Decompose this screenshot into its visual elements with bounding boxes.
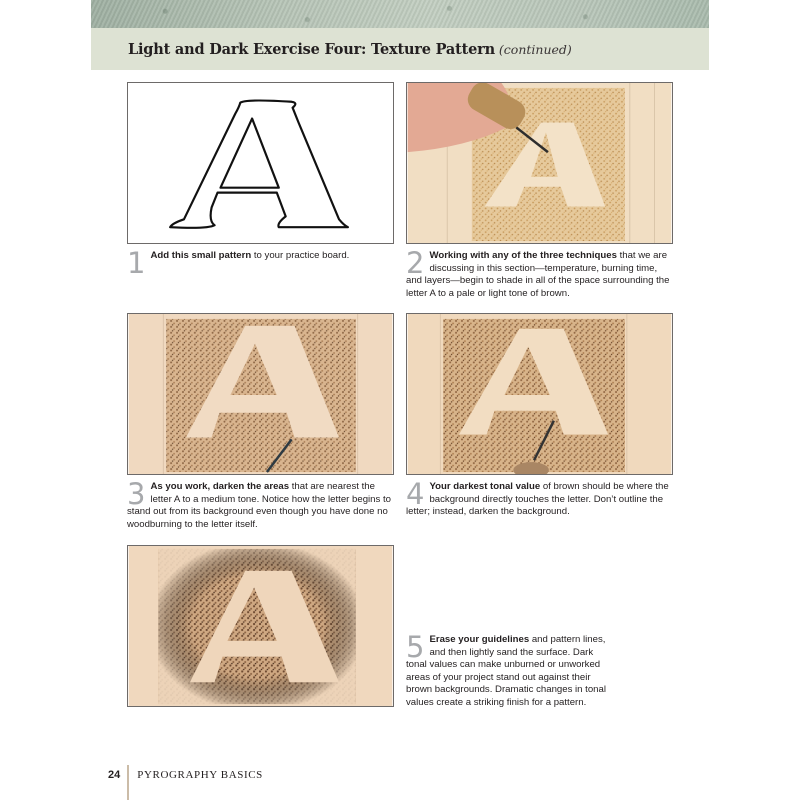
woodburning-dark-tone-icon — [407, 314, 672, 474]
page-footer — [108, 765, 263, 800]
section-title-band — [91, 28, 709, 70]
photo-step-2 — [406, 82, 673, 244]
step-text: and pattern lines, and then lightly sand the surface. Dark tonal values can make unburned or unworked areas of your project stand out against their brown backgrounds. Dramatic changes in tonal values create a striking finish for a pattern. — [406, 634, 606, 708]
woodburning-medium-tone-icon — [128, 314, 393, 474]
letter-a-outline-pattern-icon — [128, 83, 393, 243]
step-4-instructions — [406, 477, 674, 519]
header-texture-band — [91, 0, 709, 28]
step-bold-lead: Add this small pattern — [150, 250, 252, 261]
step-number: 2 — [406, 246, 425, 280]
step-3-instructions — [127, 477, 394, 531]
step-text: that we are discussing in this section—temperature, burning time, and layers—begin to shade in all of the space surrounding the letter A to a pale or light tone of brown. — [406, 250, 670, 299]
photo-step-4 — [406, 313, 673, 475]
running-footer-book-title: PYROGRAPHY BASICS — [137, 769, 263, 781]
step-text: to your practice board. — [251, 250, 350, 261]
step-2-instructions — [406, 246, 674, 300]
woodburning-finished-icon — [128, 546, 393, 706]
page-title-continued: (continued) — [498, 41, 572, 57]
step-number: 5 — [406, 630, 425, 664]
page-number: 24 — [108, 769, 121, 781]
step-text: of brown should be where the background directly touches the letter. Don’t outline the letter; instead, darken the background. — [406, 481, 669, 518]
step-text: that are nearest the letter A to a medium tone. Notice how the letter begins to stand out from its background even though you have done no woodburning to the letter itself. — [127, 481, 391, 530]
photo-step-5 — [127, 545, 394, 707]
woodburning-pen-light-shading-icon — [407, 83, 672, 243]
step-1-instructions — [127, 246, 394, 280]
footer-divider — [127, 765, 129, 800]
step-bold-lead: Erase your guidelines — [429, 634, 530, 645]
photo-step-1 — [127, 82, 394, 244]
photo-step-3 — [127, 313, 394, 475]
page-title: Light and Dark Exercise Four: Texture Pattern — [128, 40, 495, 58]
step-number: 1 — [127, 246, 146, 280]
step-number: 4 — [406, 477, 425, 511]
step-5-instructions — [406, 630, 611, 710]
step-bold-lead: Your darkest tonal value — [429, 481, 541, 492]
step-bold-lead: Working with any of the three techniques — [429, 250, 617, 261]
step-number: 3 — [127, 477, 146, 511]
step-bold-lead: As you work, darken the areas — [150, 481, 290, 492]
